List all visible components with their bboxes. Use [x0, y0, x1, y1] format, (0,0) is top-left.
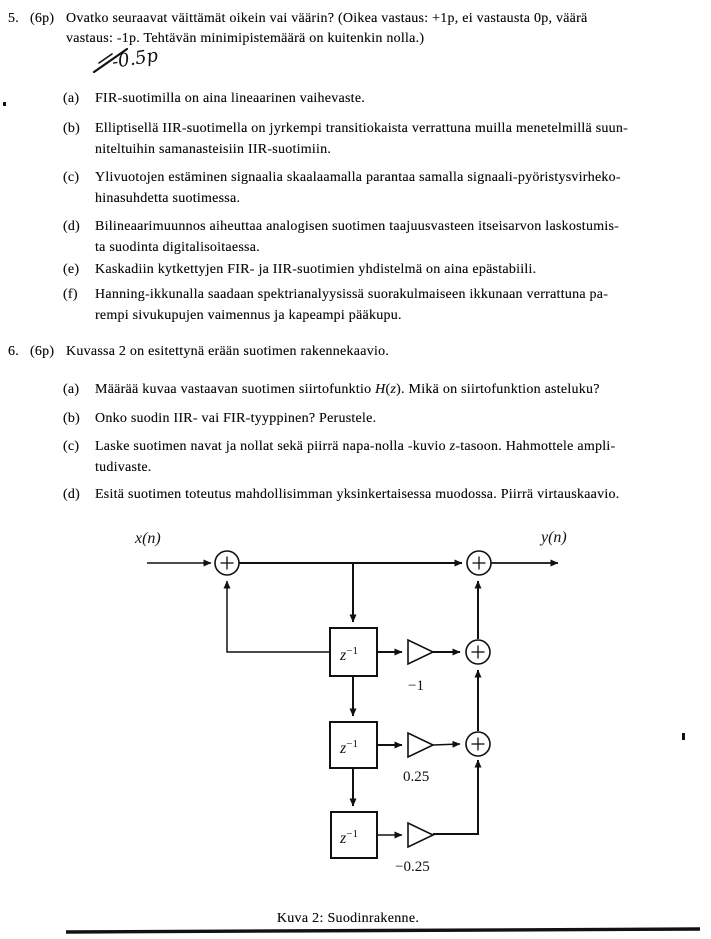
scan-speck-1	[3, 102, 6, 106]
item-marker: (c)	[63, 439, 80, 454]
delay-label-2: $z^{-1}$	[340, 738, 358, 757]
problem-number: 6.	[8, 344, 19, 359]
handwritten-annotation-text: -0.5p	[110, 44, 160, 73]
gain-triangle-3	[408, 823, 433, 847]
item-line: Bilineaarimuunnos aiheuttaa analogisen suotimen taajuusvasteen itseisarvon laskostumis-	[95, 219, 620, 234]
text-segment: -tasoon. Hahmottele ampli-	[455, 439, 616, 454]
problem-intro-line: Kuvassa 2 on esitettynä erään suotimen rakennekaavio.	[66, 344, 390, 359]
gain-label-1: −1	[408, 678, 424, 694]
item-marker: (a)	[63, 91, 80, 106]
item-marker: (d)	[63, 219, 81, 234]
problem-number: 5.	[8, 11, 19, 26]
item-marker: (b)	[63, 121, 81, 136]
handwritten-annotation	[94, 45, 160, 73]
scan-artifact-bar	[66, 929, 700, 932]
gain-triangle-1	[408, 640, 433, 664]
wire-gain3-to-adder4	[433, 760, 478, 834]
problem-intro-line: vastaus: -1p. Tehtävän minimipistemäärä on kuitenkin nolla.)	[66, 31, 425, 46]
wire-gain2-to-adder4	[433, 744, 460, 745]
text-segment: Määrää kuvaa vastaavan suotimen siirtofunktio	[95, 382, 376, 397]
text-segment: Laske suotimen navat ja nollat sekä piirrä napa-nolla -kuvio	[95, 439, 450, 454]
figure-caption: Kuva 2: Suodinrakenne.	[276, 911, 420, 926]
item-line: ta suodinta digitalisoitaessa.	[95, 240, 260, 255]
math-symbol: H	[375, 382, 386, 397]
math-symbol: z	[390, 382, 397, 397]
gain-label-3: −0.25	[395, 859, 430, 875]
wire-feedback	[227, 581, 330, 652]
item-marker: (c)	[63, 170, 80, 185]
item-line: Hanning-ikkunalla saadaan spektrianalyysissä suorakulmaiseen ikkunaan verrattuna pa-	[95, 287, 609, 302]
item-line: rempi sivukupujen vaimennus ja kapeampi pääkupu.	[95, 308, 402, 323]
delay-label-1: $z^{-1}$	[340, 645, 358, 664]
scan-speck-2	[682, 733, 685, 740]
problem-intro-line: Ovatko seuraavat väittämät oikein vai väärin? (Oikea vastaus: +1p, ei vastausta 0p, väärä	[66, 11, 588, 26]
problem-points: (6p)	[30, 11, 55, 26]
delay-label-3: $z^{-1}$	[340, 828, 358, 847]
item-marker: (e)	[63, 262, 80, 277]
item-line: Kaskadiin kytkettyjen FIR- ja IIR-suotimien yhdistelmä on aina epästabiili.	[95, 262, 537, 277]
item-line: FIR-suotimilla on aina lineaarinen vaihevaste.	[95, 91, 366, 106]
input-label: x(n)	[135, 530, 161, 547]
item-line: hinasuhdetta suotimessa.	[95, 191, 241, 206]
problem-points: (6p)	[30, 344, 55, 359]
text-segment: (	[385, 382, 391, 397]
item-marker: (f)	[63, 287, 78, 302]
item-line: niteltuihin samanasteisiin IIR-suotimiin.	[95, 142, 332, 157]
item-marker: (a)	[63, 382, 80, 397]
item-line: Elliptisellä IIR-suotimella on jyrkempi transitiokaista verrattuna muilla menetelmillä suun-	[95, 121, 629, 136]
item-line: Ylivuotojen estäminen signaalia skaalaamalla parantaa samalla signaali-pyöristysvirheko-	[95, 170, 621, 185]
math-symbol: z	[449, 439, 456, 454]
gain-triangle-2	[408, 733, 433, 757]
text-segment: ). Mikä on siirtofunktion asteluku?	[396, 382, 600, 397]
output-label: y(n)	[541, 529, 567, 546]
gain-label-2: 0.25	[403, 769, 430, 785]
item-line: Esitä suotimen toteutus mahdollisimman yksinkertaisessa muodossa. Piirrä virtauskaavio.	[95, 487, 620, 502]
item-marker: (b)	[63, 411, 81, 426]
item-line: Onko suodin IIR- vai FIR-tyyppinen? Perustele.	[95, 411, 377, 426]
item-marker: (d)	[63, 487, 81, 502]
item-line: tudivaste.	[95, 460, 152, 475]
